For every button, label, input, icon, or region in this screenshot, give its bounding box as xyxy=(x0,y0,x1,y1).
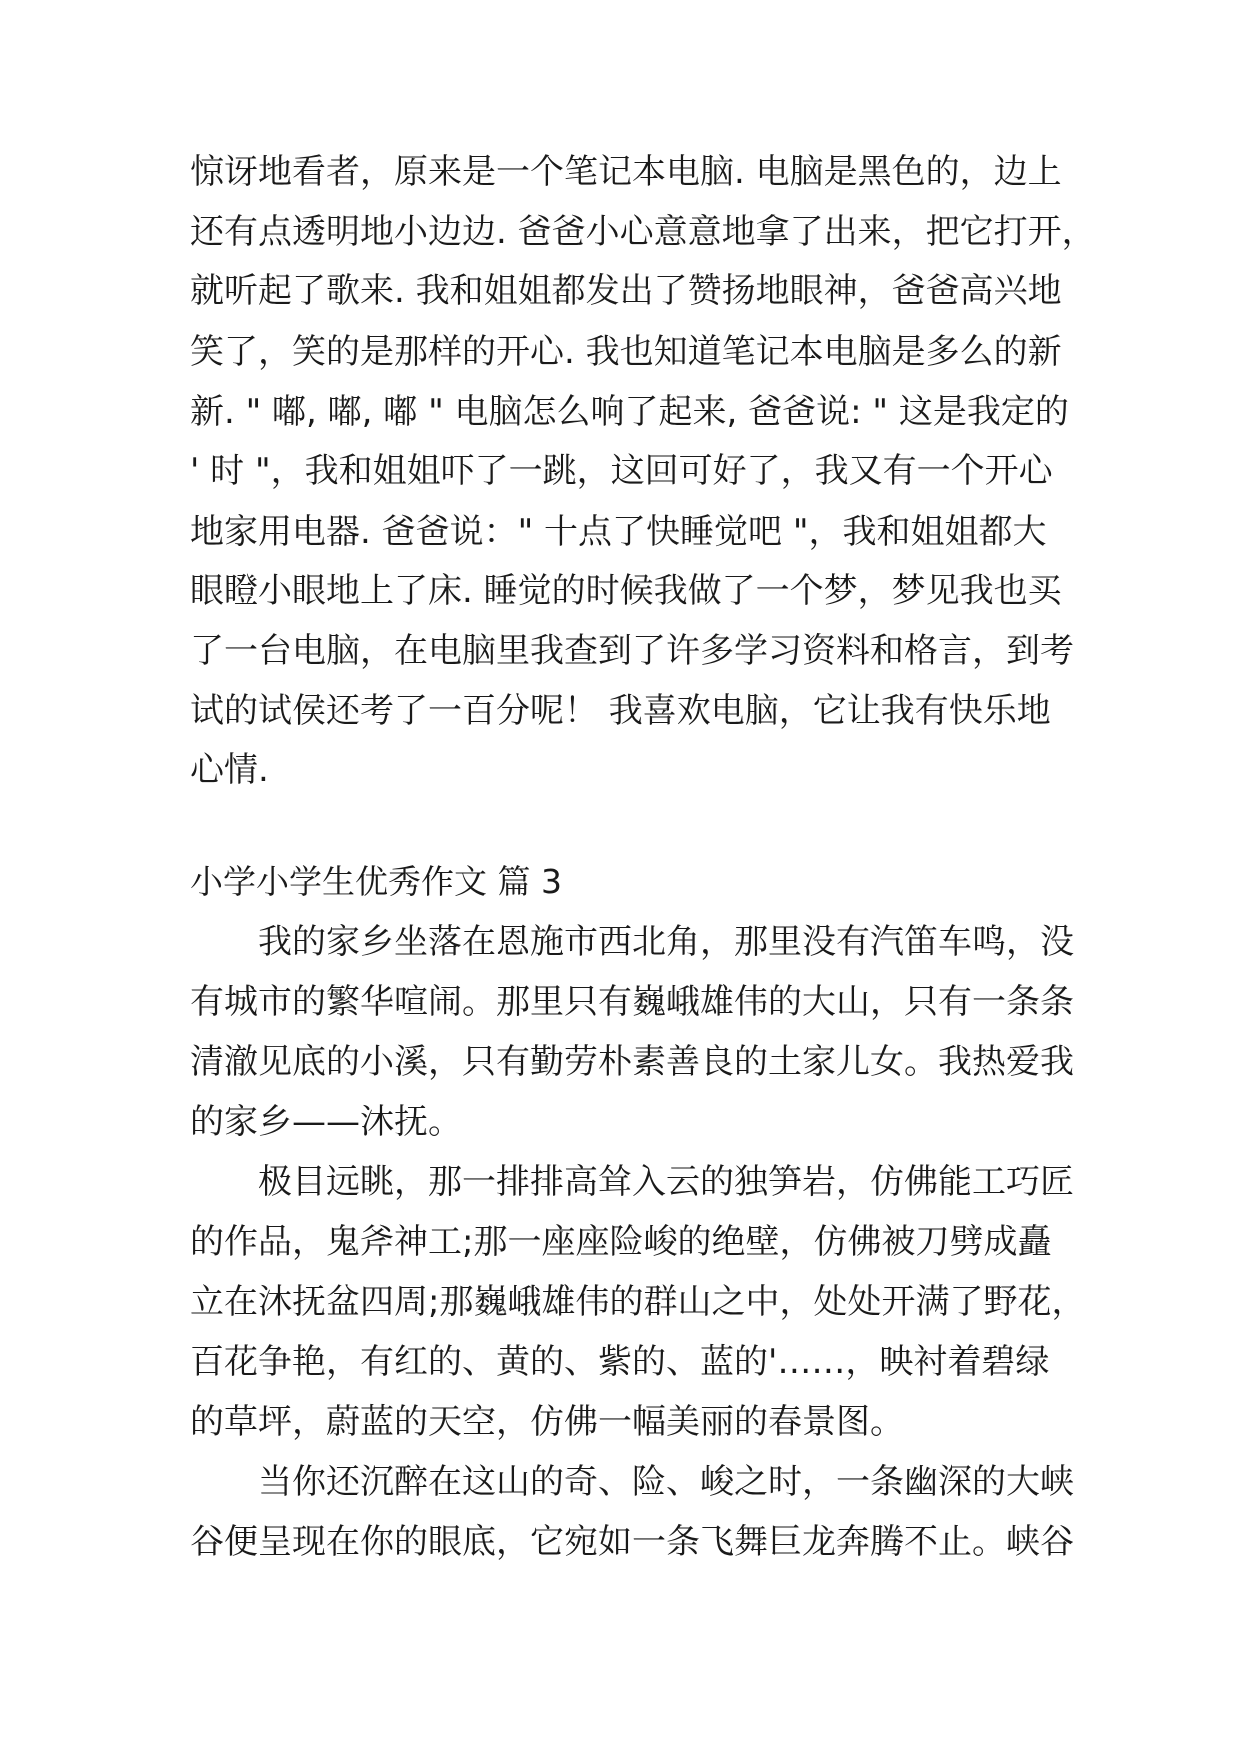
text-line: 清澈见底的小溪，只有勤劳朴素善良的土家儿女。我热爱我 xyxy=(190,1042,1074,1082)
text-line: 立在沐抚盆四周;那巍峨雄伟的群山之中，处处开满了野花， xyxy=(190,1282,1086,1322)
text-line: 新. " 嘟, 嘟, 嘟 " 电脑怎么响了起来, 爸爸说: " 这是我定的 xyxy=(190,392,1069,432)
text-line: 就听起了歌来. 我和姐姐都发出了赞扬地眼神，爸爸高兴地 xyxy=(190,271,1062,311)
text-line: 有城市的繁华喧闹。那里只有巍峨雄伟的大山，只有一条条 xyxy=(190,982,1074,1022)
section-heading: 小学小学生优秀作文 篇 3 xyxy=(190,862,562,901)
text-line: ' 时 "，我和姐姐吓了一跳，这回可好了，我又有一个开心 xyxy=(190,451,1053,491)
text-line: 心情. xyxy=(190,750,269,790)
paragraph-first-line: 我的家乡坐落在恩施市西北角，那里没有汽笛车鸣，没 xyxy=(258,922,1074,962)
paragraph-first-line: 当你还沉醉在这山的奇、险、峻之时，一条幽深的大峡 xyxy=(258,1462,1074,1502)
text-line: 笑了，笑的是那样的开心. 我也知道笔记本电脑是多么的新 xyxy=(190,332,1062,372)
text-line: 的家乡——沐抚。 xyxy=(190,1102,462,1142)
text-line: 眼瞪小眼地上了床. 睡觉的时候我做了一个梦，梦见我也买 xyxy=(190,571,1062,611)
text-line: 的作品，鬼斧神工;那一座座险峻的绝壁，仿佛被刀劈成矗 xyxy=(190,1222,1052,1262)
text-line: 谷便呈现在你的眼底，它宛如一条飞舞巨龙奔腾不止。峡谷 xyxy=(190,1522,1074,1562)
text-line: 试的试侯还考了一百分呢！ 我喜欢电脑，它让我有快乐地 xyxy=(190,691,1051,731)
text-line: 地家用电器. 爸爸说：" 十点了快睡觉吧 "，我和姐姐都大 xyxy=(190,512,1047,552)
text-line: 还有点透明地小边边. 爸爸小心意意地拿了出来，把它打开， xyxy=(190,212,1096,252)
text-line: 百花争艳，有红的、黄的、紫的、蓝的'……，映衬着碧绿 xyxy=(190,1342,1050,1382)
paragraph-first-line: 极目远眺，那一排排高耸入云的独笋岩，仿佛能工巧匠 xyxy=(258,1162,1074,1202)
text-line: 的草坪，蔚蓝的天空，仿佛一幅美丽的春景图。 xyxy=(190,1402,904,1442)
text-line: 了一台电脑，在电脑里我查到了许多学习资料和格言，到考 xyxy=(190,631,1074,671)
text-line: 惊讶地看者，原来是一个笔记本电脑. 电脑是黑色的，边上 xyxy=(190,152,1062,192)
